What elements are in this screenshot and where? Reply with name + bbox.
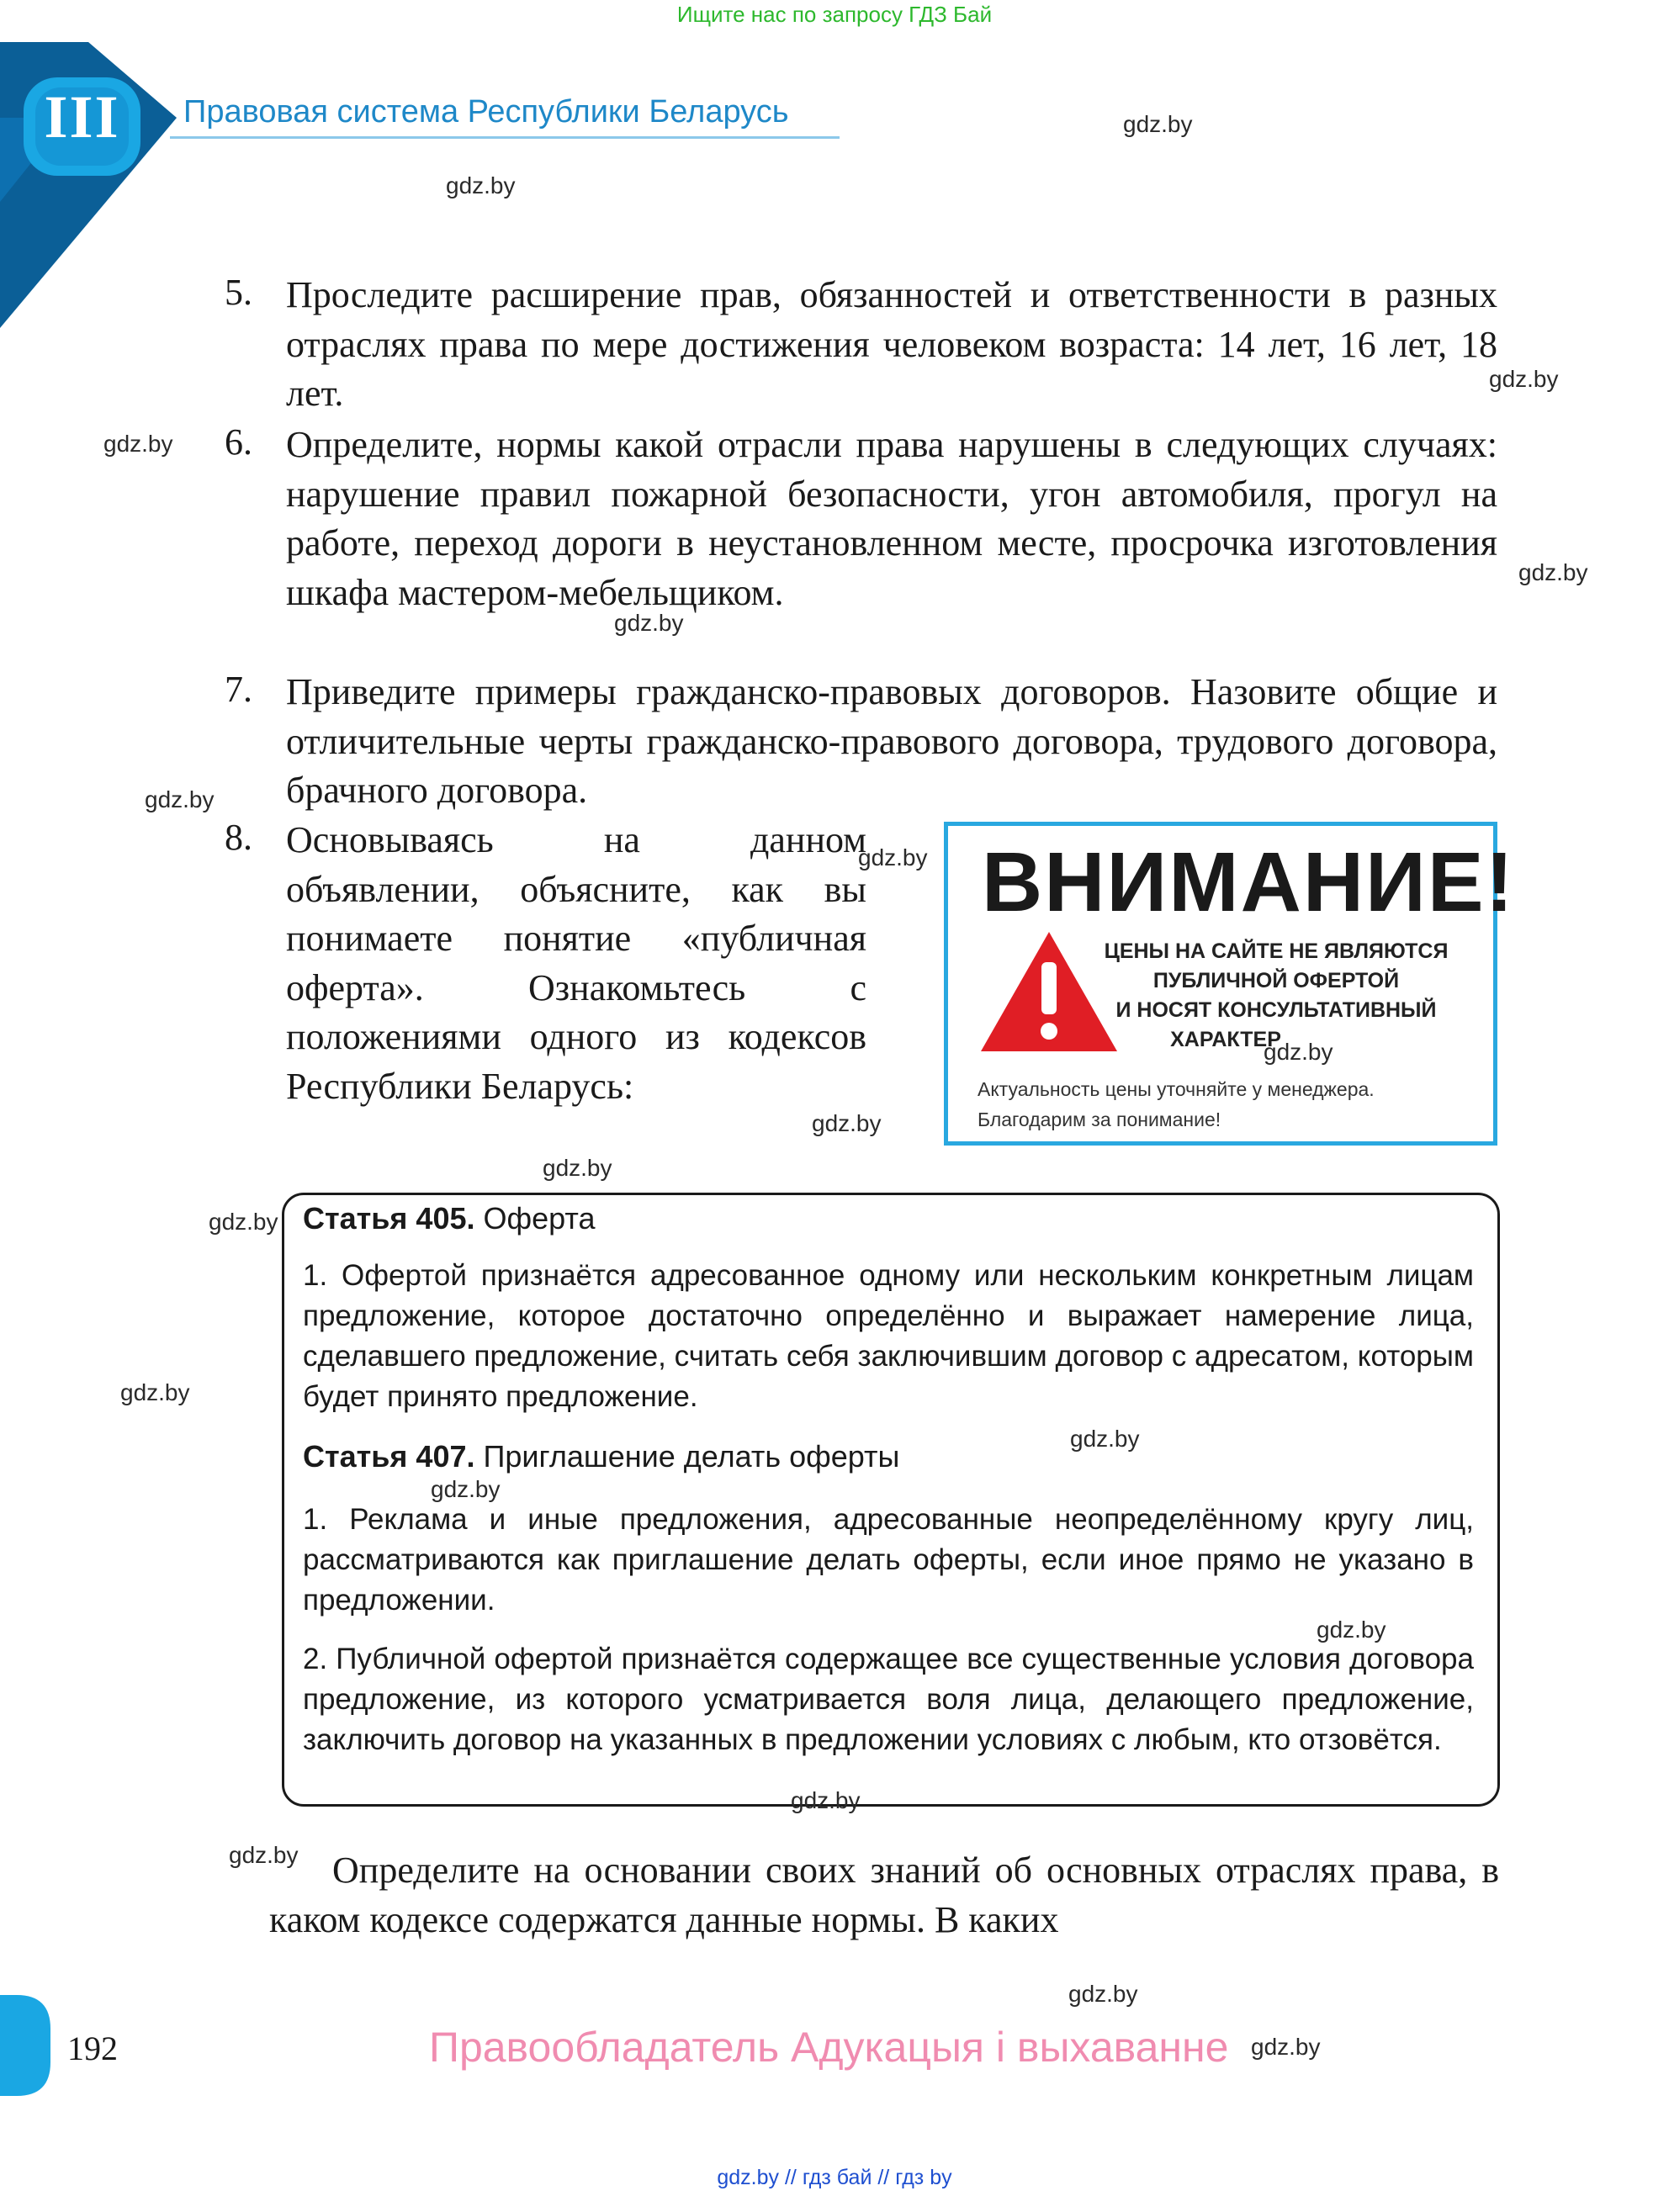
page-tab-decoration: [0, 1995, 50, 2096]
notice-foot-line: Благодарим за понимание!: [978, 1109, 1221, 1130]
top-search-note: Ищите нас по запросу ГДЗ Бай: [676, 2, 993, 27]
closing-paragraph: Определите на основании своих знаний об основных отраслях права, в каком кодексе содержатся данные нормы. В каких: [269, 1850, 1499, 1940]
notice-line: ХАРАКТЕР: [1170, 1028, 1281, 1051]
notice-footer-text: [978, 1074, 1375, 1135]
page-number: 192: [67, 2029, 118, 2067]
question-text: Основываясь на данном объявлении, объясните, как вы понимаете понятие «публичная оферта». Ознакомьтесь с положениями одного из кодексов Республики Беларусь:: [286, 819, 866, 1107]
question-number: 7.: [225, 669, 252, 710]
question-text: Приведите примеры гражданско-правовых договоров. Назовите общие и отличительные черты гражданско-правового договора, трудового договора, брачного договора.: [286, 671, 1497, 811]
chapter-title-underline: [170, 136, 840, 139]
watermark: gdz.by: [229, 1842, 299, 1868]
watermark: gdz.by: [431, 1476, 501, 1502]
article-paragraph: 2. Публичной офертой признаётся содержащее все существенные условия договора предложение, из которого усматривается воля лица, делающего предложение, заключить договор на указанных в предложении условиях с любым, кто отзовётся.: [303, 1643, 1474, 1756]
watermark: gdz.by: [791, 1787, 861, 1813]
notice-warning-text: [1066, 937, 1486, 1055]
watermark: gdz.by: [543, 1155, 612, 1181]
chapter-number: III: [44, 83, 120, 151]
article-405-heading: [303, 1201, 596, 1236]
notice-line: И НОСЯТ КОНСУЛЬТАТИВНЫЙ: [1115, 998, 1437, 1022]
question-number: 5.: [225, 272, 252, 313]
article-title: Оферта: [483, 1201, 596, 1236]
watermark: gdz.by: [858, 844, 928, 871]
rights-holder: Правообладатель Адукацыя і выхаванне: [429, 2024, 1229, 2071]
notice-line: ПУБЛИЧНОЙ ОФЕРТОЙ: [1152, 969, 1400, 992]
watermark: gdz.by: [209, 1209, 278, 1235]
notice-image: [944, 822, 1515, 1146]
article-407-heading: [303, 1439, 899, 1474]
article-paragraph: 1. Реклама и иные предложения, адресованные неопределённому кругу лиц, рассматриваются как приглашение делать оферты, если иное прямо не указано в предложении.: [303, 1503, 1474, 1617]
chapter-title: Правовая система Республики Беларусь: [183, 94, 789, 130]
watermark: gdz.by: [1123, 111, 1193, 137]
watermark: gdz.by: [614, 610, 684, 636]
watermark: gdz.by: [1070, 1426, 1140, 1452]
notice-foot-line: Актуальность цены уточняйте у менеджера.: [978, 1078, 1375, 1100]
question-text: Определите, нормы какой отрасли права нарушены в следующих случаях: нарушение правил пожарной безопасности, угон автомобиля, прогул на работе, переход дороги в неустановленном месте, просрочка изготовления шкафа мастером-мебельщиком.: [286, 424, 1497, 613]
article-title: Приглашение делать оферты: [483, 1439, 900, 1474]
article-paragraph: 1. Офертой признаётся адресованное одному или нескольким конкретным лицам предложение, которое достаточно определённо и выражает намерение лица, сделавшего предложение, считать себя заключившим договор с адресатом, которым будет принято предложение.: [303, 1259, 1474, 1413]
watermark: gdz.by: [1317, 1617, 1386, 1643]
watermark: gdz.by: [1068, 1981, 1138, 2007]
watermark: gdz.by: [446, 172, 516, 198]
article-label: Статья 407.: [303, 1439, 475, 1474]
watermark: gdz.by: [812, 1110, 882, 1136]
footer-links[interactable]: gdz.by // гдз бай // гдз by: [717, 2166, 952, 2189]
watermark: gdz.by: [120, 1379, 190, 1405]
watermark: gdz.by: [145, 786, 215, 812]
question-text: Проследите расширение прав, обязанностей и ответственности в разных отраслях права по мере достижения человеком возраста: 14 лет, 16 лет, 18 лет.: [286, 274, 1497, 414]
watermark: gdz.by: [1489, 366, 1559, 392]
watermark: gdz.by: [1251, 2034, 1321, 2060]
question-number: 6.: [225, 421, 252, 463]
watermark: gdz.by: [1518, 559, 1588, 585]
notice-title: ВНИМАНИЕ!: [982, 835, 1515, 929]
watermark: gdz.by: [103, 431, 173, 457]
watermark: gdz.by: [1264, 1039, 1333, 1065]
question-number: 8.: [225, 817, 252, 858]
article-label: Статья 405.: [303, 1201, 475, 1236]
notice-line: ЦЕНЫ НА САЙТЕ НЕ ЯВЛЯЮТСЯ: [1104, 939, 1449, 963]
